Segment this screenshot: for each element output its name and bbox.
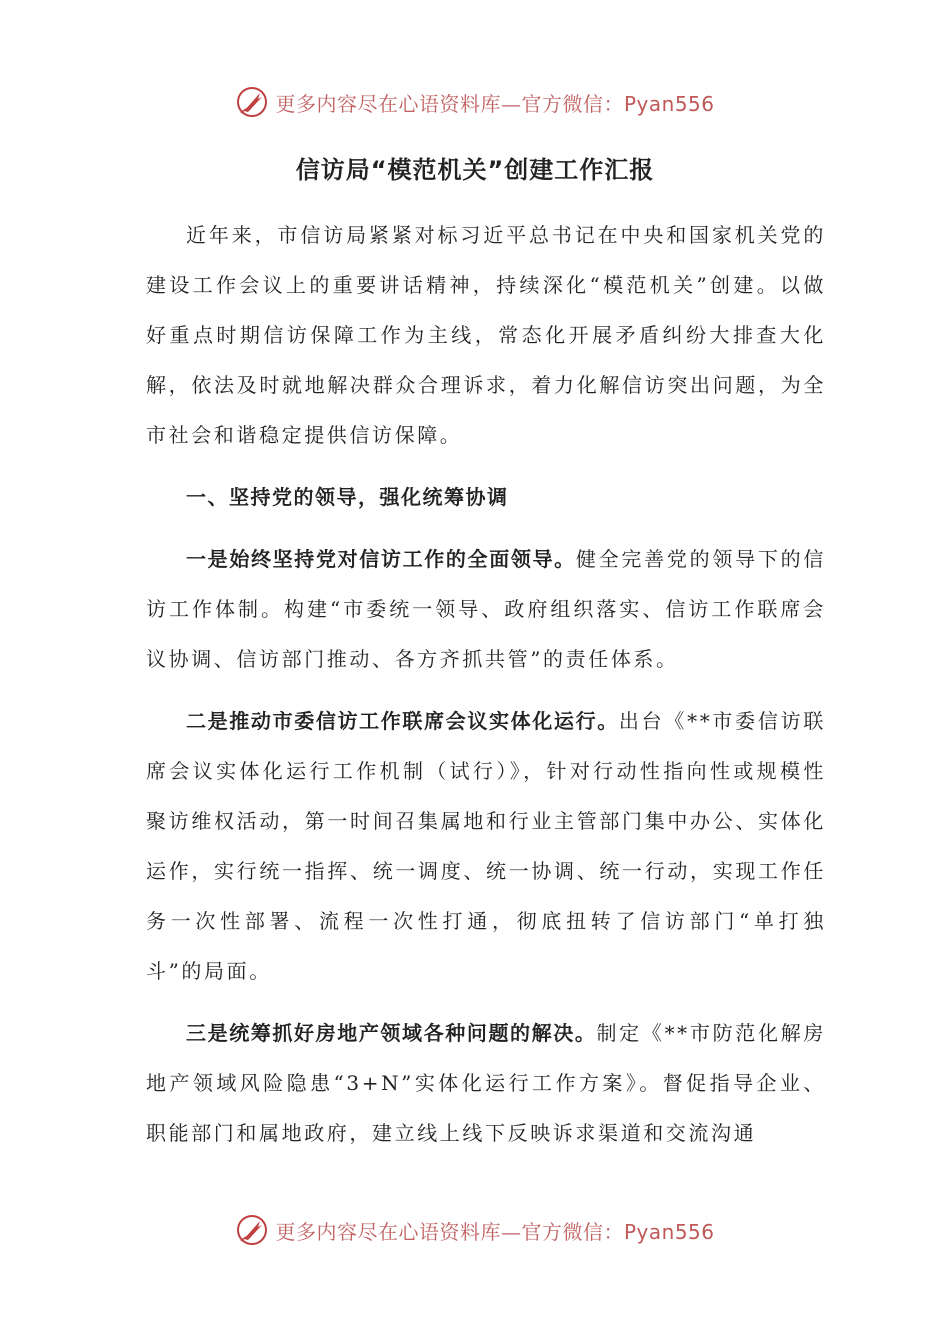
item-paragraph-3	[146, 1008, 826, 1158]
watermark-text: 更多内容尽在心语资料库—官方微信：Pyan556	[275, 1219, 715, 1244]
document-body	[146, 210, 826, 1158]
document-title: 信访局“模范机关”创建工作汇报	[295, 156, 655, 184]
watermark-footer	[0, 1210, 950, 1250]
item-paragraph-1	[146, 534, 826, 684]
quill-logo-icon	[235, 1213, 269, 1247]
item-lead: 三是统筹抓好房地产领域各种问题的解决。	[186, 1021, 597, 1045]
item-body: 出台《**市委信访联席会议实体化运行工作机制（试行）》，针对行动性指向性或规模性聚访维权活动，第一时间召集属地和行业主管部门集中办公、实体化运作，实行统一指挥、统一调度、统一协调、统一行动，实现工作任务一次性部署、流程一次性打通，彻底扭转了信访部门“单打独斗”的局面。	[146, 709, 827, 983]
item-body: 健全完善党的领导下的信访工作体制。构建“市委统一领导、政府组织落实、信访工作联席会议协调、信访部门推动、各方齐抓共管”的责任体系。	[146, 547, 826, 671]
item-paragraph-2	[146, 696, 826, 996]
quill-logo-icon	[235, 85, 269, 119]
watermark-text: 更多内容尽在心语资料库—官方微信：Pyan556	[275, 91, 715, 116]
section-heading: 一、坚持党的领导，强化统筹协调	[186, 485, 509, 509]
item-lead: 一是始终坚持党对信访工作的全面领导。	[186, 547, 576, 571]
watermark-header	[0, 82, 950, 122]
intro-paragraph: 近年来，市信访局紧紧对标习近平总书记在中央和国家机关党的建设工作会议上的重要讲话精神，持续深化“模范机关”创建。以做好重点时期信访保障工作为主线，常态化开展矛盾纠纷大排查大化解，依法及时就地解决群众合理诉求，着力化解信访突出问题，为全市社会和谐稳定提供信访保障。	[146, 223, 826, 447]
item-lead: 二是推动市委信访工作联席会议实体化运行。	[186, 709, 619, 733]
item-body: 制定《**市防范化解房地产领域风险隐患“3+N”实体化运行工作方案》。督促指导企业、职能部门和属地政府，建立线上线下反映诉求渠道和交流沟通	[146, 1021, 826, 1145]
